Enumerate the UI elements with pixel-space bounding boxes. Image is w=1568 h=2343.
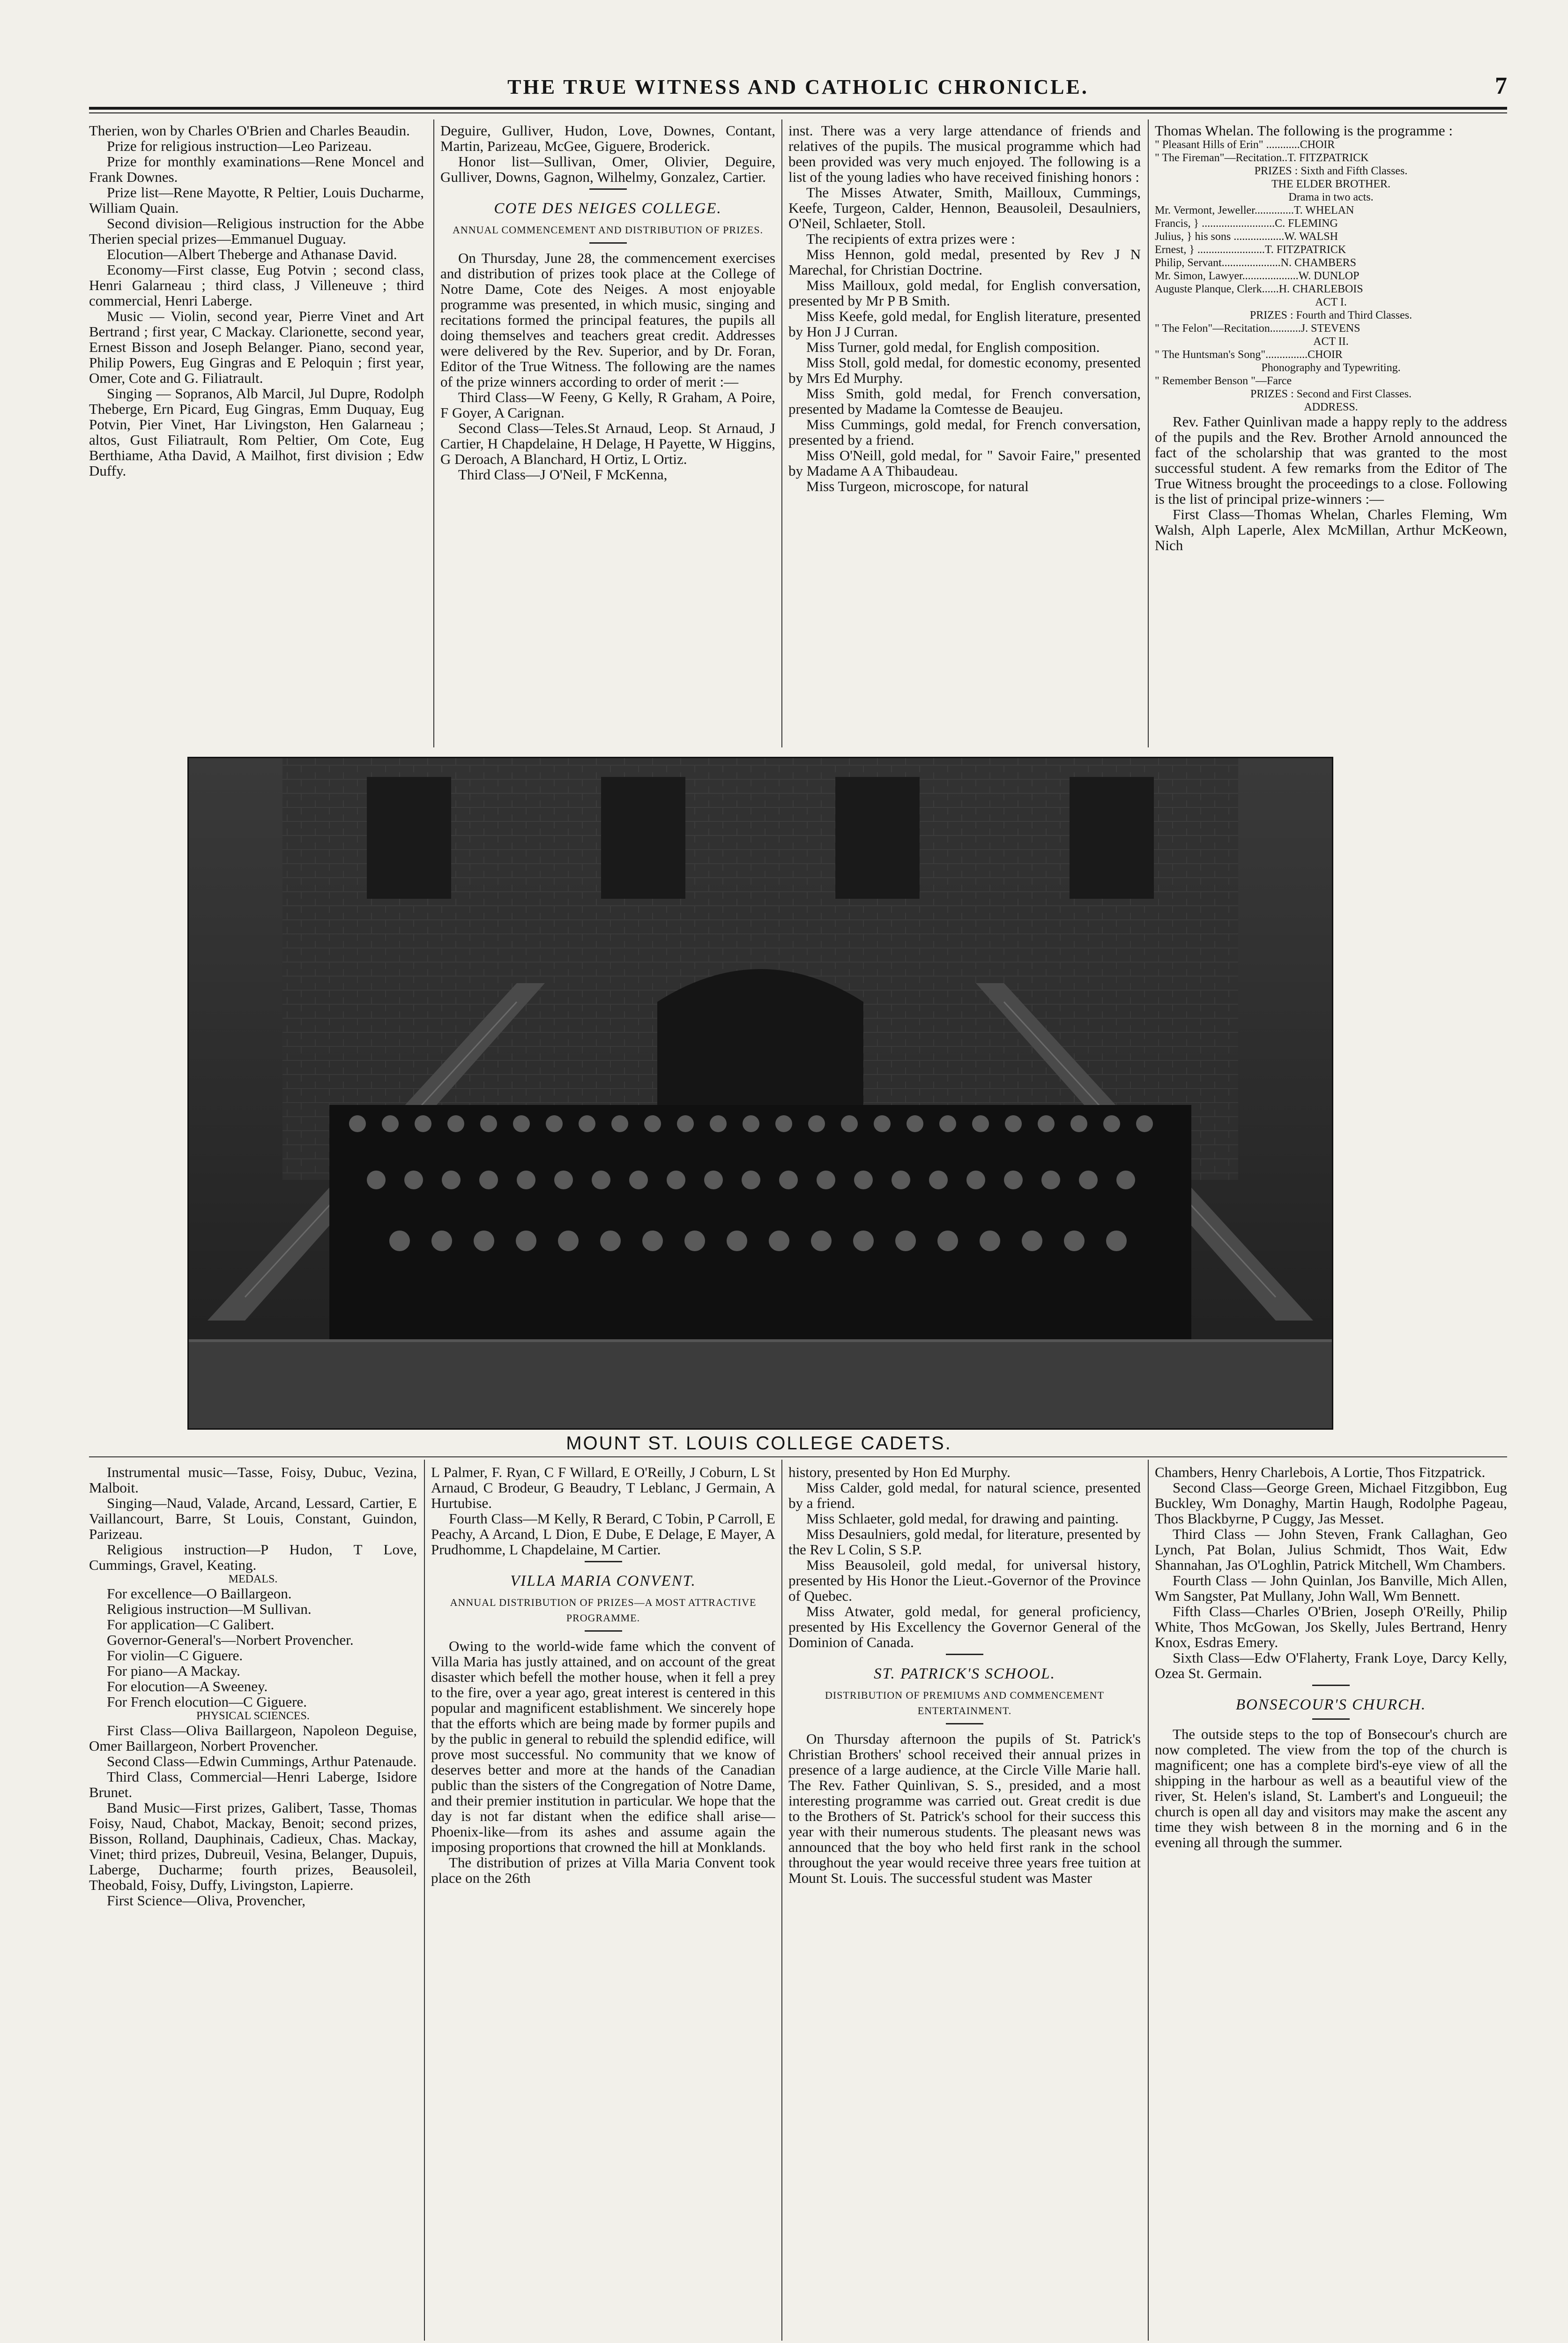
subsection-label: PHYSICAL SCIENCES. <box>196 1710 310 1722</box>
paragraph: First Class—Oliva Baillargeon, Napoleon Deguise, Omer Baillargeon, Norbert Provencher. <box>89 1722 417 1754</box>
paragraph: Instrumental music—Tasse, Foisy, Dubuc, Vezina, Malboit. <box>89 1464 417 1496</box>
programme-item: " Pleasant Hills of Erin" ............CHOIR <box>1155 139 1335 151</box>
paragraph: Religious instruction—M Sullivan. <box>107 1601 312 1617</box>
subsection-label: MEDALS. <box>228 1573 278 1585</box>
section-subhead: ANNUAL DISTRIBUTION OF PRIZES—A MOST ATTRACTIVE PROGRAMME. <box>450 1597 757 1624</box>
paragraph: Deguire, Gulliver, Hudon, Love, Downes, Contant, Martin, Parizeau, McGee, Giguere, Broderick. <box>440 123 775 154</box>
paragraph: Prize list—Rene Mayotte, R Peltier, Louis Ducharme, William Quain. <box>89 184 424 216</box>
paragraph: Miss Stoll, gold medal, for domestic economy, presented by Mrs Ed Murphy. <box>788 354 1141 386</box>
header-rule-thin <box>89 112 1507 113</box>
paragraph: Second Class—George Green, Michael Fitzgibbon, Eug Buckley, Wm Donaghy, Martin Haugh, Rodolphe Pageau, Thos Blackbyrne, P Cuggy, Jas Messet. <box>1155 1479 1507 1527</box>
column-divider <box>424 1460 425 2341</box>
programme-item: ACT I. <box>1315 296 1347 308</box>
section-heading: COTE DES NEIGES COLLEGE. <box>494 200 722 217</box>
lower-column-1 <box>89 1464 417 2343</box>
paragraph: For French elocution—C Giguere. <box>107 1694 307 1710</box>
paragraph: Miss Desaulniers, gold medal, for literature, presented by the Rev L Colin, S S.P. <box>788 1526 1141 1558</box>
photograph-image <box>189 758 1332 1428</box>
paragraph: The distribution of prizes at Villa Maria Convent took place on the 26th <box>431 1854 775 1886</box>
section-rule <box>589 242 627 244</box>
paragraph: Thomas Whelan. The following is the programme : <box>1155 123 1453 139</box>
upper-column-2 <box>440 123 775 746</box>
paragraph: On Thursday afternoon the pupils of St. Patrick's Christian Brothers' school received their annual prizes in presence of a large audience, at the Circle Ville Marie hall. The Rev. Father Quinlivan, S. S., presided, and a most interesting programme was carried out. Great credit is due to the Brothers of St. Patrick's school for their success this year with their numerous students. The pleasant news was announced that the boy who held first rank in the school throughout the year would receive three years free tuition at Mount St. Louis. The successful student was Master <box>788 1731 1141 1886</box>
paragraph: Band Music—First prizes, Galibert, Tasse, Thomas Foisy, Naud, Chabot, Mackay, Benoit; second prizes, Bisson, Rolland, Dauphinais, Cadieux, Chas. Mackay, Vinet; third prizes, Dubreuil, Vesina, Belanger, Dupuis, Laberge, Ducharme; fourth prizes, Beausoleil, Theobald, Foisy, Duffy, Livingston, Lapierre. <box>89 1799 417 1893</box>
lower-column-4 <box>1155 1464 1507 2343</box>
paragraph: Miss Mailloux, gold medal, for English conversation, presented by Mr P B Smith. <box>788 277 1141 309</box>
paragraph: Third Class—J O'Neil, F McKenna, <box>458 466 668 483</box>
paragraph: Singing — Sopranos, Alb Marcil, Jul Dupre, Rodolph Theberge, Ern Picard, Eug Gingras, Emm Duquay, Eug Potvin, Pier Vinet, Har Livingston, Hen Galarneau ; altos, Gust Filiatrault, Rom Peltier, Om Cote, Eug Berthiame, Atha David, A Mailhot, first division ; Edw Duffy. <box>89 385 424 479</box>
programme-item: PRIZES : Fourth and Third Classes. <box>1249 309 1412 321</box>
paragraph: Miss Keefe, gold medal, for English literature, presented by Hon J J Curran. <box>788 308 1141 340</box>
programme-item: Drama in two acts. <box>1288 191 1374 203</box>
paragraph: Second Class—Edwin Cummings, Arthur Patenaude. <box>107 1753 417 1769</box>
paragraph: Governor-General's—Norbert Provencher. <box>107 1632 354 1648</box>
upper-column-4 <box>1155 123 1507 746</box>
column-divider <box>781 119 782 747</box>
paragraph: Sixth Class—Edw O'Flaherty, Frank Loye, Darcy Kelly, Ozea St. Germain. <box>1155 1649 1507 1681</box>
section-rule <box>89 1456 1507 1457</box>
section-heading: BONSECOUR'S CHURCH. <box>1235 1696 1427 1713</box>
programme-item: ACT II. <box>1313 336 1349 348</box>
paragraph: The outside steps to the top of Bonsecour's church are now completed. The view from the top of the church is magnificent; one has a complete bird's-eye view of all the shipping in the harbour as well as a beautiful view of the river, St. Helen's island, St. Lambert's and Longueuil; the church is open all day and visitors may make the ascent any time they wish between 8 in the morning and 6 in the evening all through the summer. <box>1155 1726 1507 1851</box>
column-divider <box>1148 119 1149 747</box>
paragraph: Economy—First classe, Eug Potvin ; second class, Henri Galarneau ; third class, J Villeneuve ; third commercial, Henri Laberge. <box>89 261 424 309</box>
lower-column-2 <box>431 1464 775 2343</box>
column-divider <box>433 119 434 747</box>
paragraph: Rev. Father Quinlivan made a happy reply to the address of the pupils and the Rev. Brother Arnold announced the fact of the scholarship that was granted to the most successful student. A few remarks from the Editor of The True Witness brought the proceedings to a close. Following is the list of principal prize-winners :— <box>1155 413 1507 507</box>
section-subhead: DISTRIBUTION OF PREMIUMS AND COMMENCEMENT ENTERTAINMENT. <box>825 1689 1104 1716</box>
paragraph: Third Class — John Steven, Frank Callaghan, Geo Lynch, Pat Bolan, Julius Schmidt, Thos Wait, Edw Shannahan, Jas O'Loghlin, Patrick Mitchell, Wm Chambers. <box>1155 1526 1507 1573</box>
paragraph: Miss Beausoleil, gold medal, for universal history, presented by His Honor the Lieut.-Governor of the Province of Quebec. <box>788 1557 1141 1604</box>
programme-item: PRIZES : Second and First Classes. <box>1250 388 1412 400</box>
upper-column-1 <box>89 123 424 746</box>
cadets-photograph <box>187 757 1333 1430</box>
paragraph: Miss Schlaeter, gold medal, for drawing and painting. <box>806 1510 1119 1527</box>
programme-item: Auguste Planque, Clerk......H. CHARLEBOIS <box>1155 283 1363 295</box>
section-subhead: ANNUAL COMMENCEMENT AND DISTRIBUTION OF PRIZES. <box>452 224 764 236</box>
paragraph: For violin—C Giguere. <box>107 1647 243 1664</box>
section-rule <box>946 1654 983 1655</box>
column-divider <box>781 1460 782 2341</box>
paragraph: Miss Atwater, gold medal, for general proficiency, presented by His Excellency the Governor General of the Dominion of Canada. <box>788 1603 1141 1650</box>
page-number: 7 <box>1495 73 1507 99</box>
programme-item: Phonography and Typewriting. <box>1261 362 1401 374</box>
paragraph: Miss Calder, gold medal, for natural science, presented by a friend. <box>788 1479 1141 1511</box>
paragraph: For excellence—O Baillargeon. <box>107 1585 292 1602</box>
paragraph: Third Class—W Feeny, G Kelly, R Graham, A Poire, F Goyer, A Carignan. <box>440 389 775 421</box>
programme-item: Mr. Simon, Lawyer....................W. DUNLOP <box>1155 270 1360 282</box>
section-rule <box>589 188 627 190</box>
paragraph: For piano—A Mackay. <box>107 1663 240 1679</box>
programme-item: Julius, } his sons ..................W. WALSH <box>1155 231 1338 243</box>
masthead: THE TRUE WITNESS AND CATHOLIC CHRONICLE. <box>507 75 1089 98</box>
paragraph: Second Class—Teles.St Arnaud, Leop. St Arnaud, J Cartier, H Chapdelaine, H Delage, H Payette, W Higgins, G Deroach, A Blanchard, H Ortiz, L Ortiz. <box>440 420 775 467</box>
paragraph: Religious instruction—P Hudon, T Love, Cummings, Gravel, Keating. <box>89 1541 417 1573</box>
paragraph: Honor list—Sullivan, Omer, Olivier, Deguire, Gulliver, Downs, Gagnon, Wilhelmy, Gonzalez, Cartier. <box>440 153 775 185</box>
paragraph: Miss Turner, gold medal, for English composition. <box>806 339 1100 355</box>
paragraph: Therien, won by Charles O'Brien and Charles Beaudin. <box>89 123 410 139</box>
programme-item: Ernest, } ........................T. FITZPATRICK <box>1155 244 1346 256</box>
paragraph: Chambers, Henry Charlebois, A Lortie, Thos Fitzpatrick. <box>1155 1464 1486 1480</box>
section-rule <box>946 1723 983 1724</box>
paragraph: Second division—Religious instruction for the Abbe Therien special prizes—Emmanuel Duguay. <box>89 215 424 247</box>
paragraph: Fourth Class — John Quinlan, Jos Banville, Mich Allen, Wm Sangster, Pat Mullany, John Wall, Wm Bennett. <box>1155 1572 1507 1604</box>
programme-item: Mr. Vermont, Jeweller..............T. WHELAN <box>1155 204 1354 216</box>
paragraph: Miss Cummings, gold medal, for French conversation, presented by a friend. <box>788 416 1141 448</box>
header-rule <box>89 107 1507 110</box>
paragraph: Owing to the world-wide fame which the convent of Villa Maria has justly attained, and on account of the great disaster which befell the mother house, when it fell a prey to the fire, over a year ago, great interest is centered in this popular and magnificent establishment. We sincerely hope that the efforts which are being made by former pupils and by the public in general to rebuild the splendid edifice, will prove most successful. No community that we know of deserves better and more at the hands of the Canadian public than the sisters of the Congregation of Notre Dame, and their premier institution in particular. We hope that the day is not far distant when the edifice shall arise—Phoenix-like—from its ashes and assume again the imposing proportions that crowned the hill at Monklands. <box>431 1638 775 1855</box>
programme-item: ADDRESS. <box>1304 401 1358 413</box>
paragraph: Third Class, Commercial—Henri Laberge, Isidore Brunet. <box>89 1768 417 1800</box>
programme-item: " Remember Benson "—Farce <box>1155 375 1292 387</box>
paragraph: Elocution—Albert Theberge and Athanase David. <box>107 246 397 262</box>
paragraph: On Thursday, June 28, the commencement exercises and distribution of prizes took place at the College of Notre Dame, Cote des Neiges. A most enjoyable programme was presented, in which music, singing and recitations formed the principal features, the pupils all doing themselves and teachers great credit. Addresses were delivered by the Rev. Superior, and by Dr. Foran, Editor of the True Witness. The following are the names of the prize winners according to order of merit :— <box>440 250 775 390</box>
programme-item: " The Huntsman's Song"...............CHOIR <box>1155 349 1343 361</box>
programme-item: Philip, Servant.....................N. CHAMBERS <box>1155 257 1357 269</box>
lower-column-3 <box>788 1464 1141 2343</box>
paragraph: Prize for religious instruction—Leo Parizeau. <box>107 138 372 154</box>
programme-item: " The Fireman"—Recitation..T. FITZPATRICK <box>1155 152 1369 164</box>
paragraph: Miss Turgeon, microscope, for natural <box>806 478 1029 494</box>
paragraph: Miss O'Neill, gold medal, for " Savoir Faire," presented by Madame A A Thibaudeau. <box>788 447 1141 479</box>
programme-item: Francis, } ..........................C. FLEMING <box>1155 217 1338 230</box>
paragraph: Fourth Class—M Kelly, R Berard, C Tobin, P Carroll, E Peachy, A Arcand, L Dion, E Dube, E Delage, E Mayer, A Prudhomme, L Chapdelaine, M Cartier. <box>431 1510 775 1558</box>
paragraph: Miss Hennon, gold medal, presented by Rev J N Marechal, for Christian Doctrine. <box>788 246 1141 278</box>
paragraph: Singing—Naud, Valade, Arcand, Lessard, Cartier, E Vaillancourt, Barre, St Louis, Constant, Guindon, Parizeau. <box>89 1495 417 1542</box>
paragraph: history, presented by Hon Ed Murphy. <box>788 1464 1011 1480</box>
section-rule <box>585 1561 622 1562</box>
paragraph: The Misses Atwater, Smith, Mailloux, Cummings, Keefe, Turgeon, Calder, Hennon, Beausoleil, Desaulniers, O'Neil, Schlaeter, Stoll. <box>788 184 1141 231</box>
paragraph: For elocution—A Sweeney. <box>107 1678 268 1694</box>
paragraph: First Science—Oliva, Provencher, <box>107 1892 306 1909</box>
programme-item: " The Felon"—Recitation...........J. STEVENS <box>1155 322 1360 335</box>
paragraph: Music — Violin, second year, Pierre Vinet and Art Bertrand ; first year, C Mackay. Clarionette, second year, Ernest Bisson and Joseph Belanger. Piano, second year, Philip Powers, Eug Gingras and E Peloquin ; first year, Omer, Cote and G. Filiatrault. <box>89 308 424 386</box>
section-rule <box>1312 1718 1350 1720</box>
section-rule <box>585 1630 622 1632</box>
paragraph: The recipients of extra prizes were : <box>806 231 1015 247</box>
programme-item: PRIZES : Sixth and Fifth Classes. <box>1254 165 1408 177</box>
section-heading: ST. PATRICK'S SCHOOL. <box>874 1665 1055 1682</box>
paragraph: First Class—Thomas Whelan, Charles Fleming, Wm Walsh, Alph Laperle, Alex McMillan, Arthur McKeown, Nich <box>1155 506 1507 553</box>
paragraph: inst. There was a very large attendance of friends and relatives of the pupils. The musical programme which had been provided was very much enjoyed. The following is a list of the young ladies who have received finishing honors : <box>788 123 1141 185</box>
programme-item: THE ELDER BROTHER. <box>1271 178 1390 190</box>
section-heading: VILLA MARIA CONVENT. <box>510 1573 696 1589</box>
column-divider <box>1148 1460 1149 2341</box>
paragraph: Miss Smith, gold medal, for French conversation, presented by Madame la Comtesse de Beaujeu. <box>788 385 1141 417</box>
page-header <box>89 61 1507 103</box>
paragraph: Prize for monthly examinations—Rene Moncel and Frank Downes. <box>89 153 424 185</box>
upper-column-3 <box>788 123 1141 746</box>
paragraph: L Palmer, F. Ryan, C F Willard, E O'Reilly, J Coburn, L St Arnaud, C Brodeur, G Beaudry, T Leblanc, J Germain, A Hurtubise. <box>431 1464 775 1511</box>
paragraph: Fifth Class—Charles O'Brien, Joseph O'Reilly, Philip White, Thos McGowan, Jos Skelly, Jules Bertrand, Henry Knox, Esdras Emery. <box>1155 1603 1507 1650</box>
section-rule <box>1312 1685 1350 1686</box>
paragraph: For application—C Galibert. <box>107 1616 275 1633</box>
photo-caption: MOUNT ST. LOUIS COLLEGE CADETS. <box>566 1433 952 1454</box>
